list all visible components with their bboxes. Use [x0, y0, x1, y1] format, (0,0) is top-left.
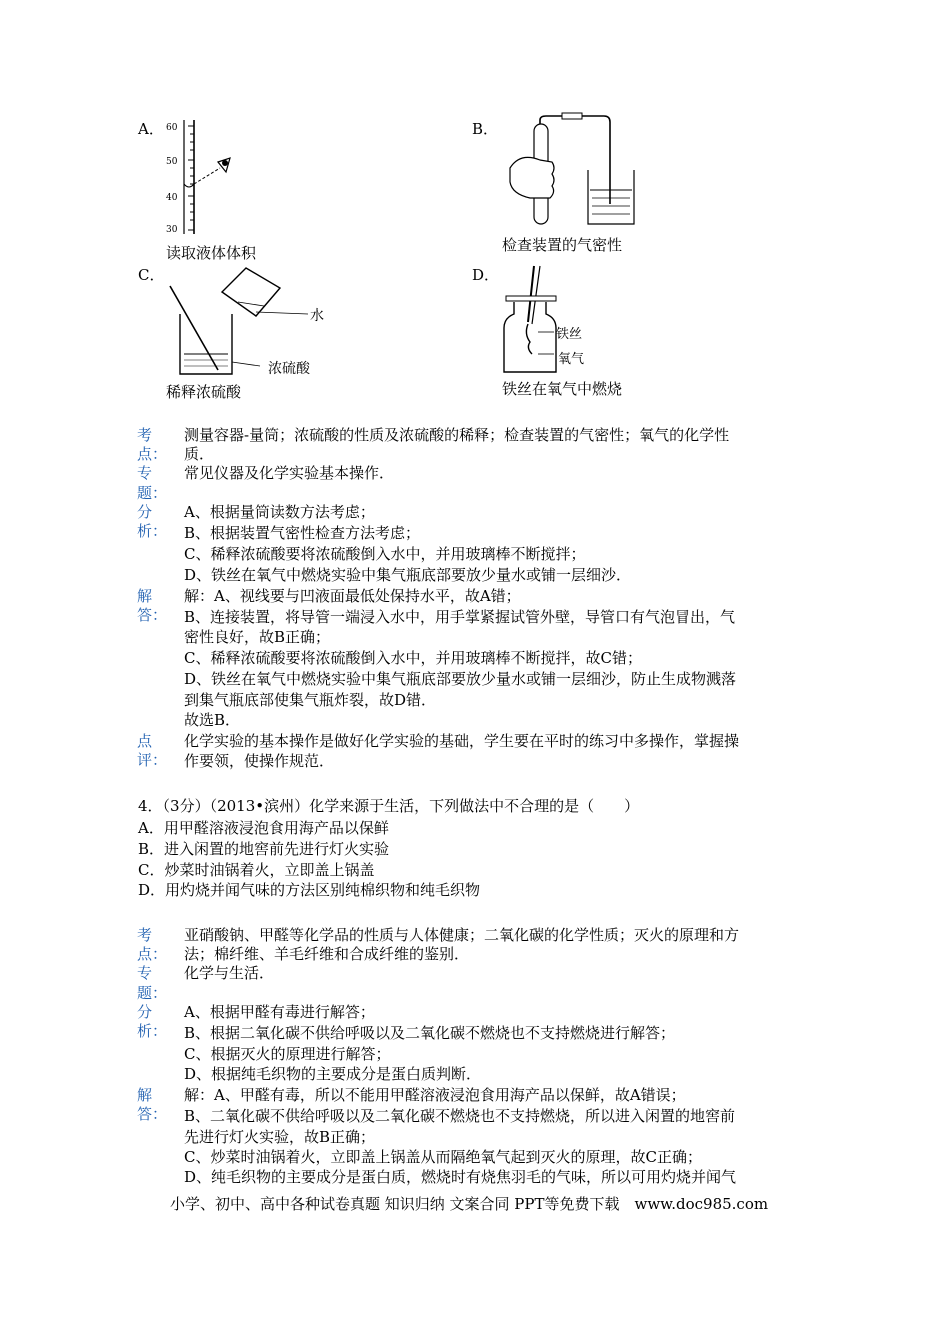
figure-b-caption: 检查装置的气密性: [502, 236, 623, 254]
q3-dianping-line: 化学实验的基本操作是做好化学实验的基础，学生要在平时的练习中多操作，掌握操: [184, 732, 740, 750]
tick-label-50: 50: [166, 157, 178, 167]
q4-jieda-line: 解：A、甲醛有毒，所以不能用甲醛溶液浸泡食用海产品以保鲜，故A错误；: [184, 1086, 686, 1104]
q4-zhuanti-tag-2: 题：: [137, 984, 168, 1002]
figure-c-letter: C．: [138, 266, 165, 284]
q4-jieda-tag-1: 解: [137, 1086, 153, 1104]
q4-option-a: A．用甲醛溶液浸泡食用海产品以保鲜: [138, 819, 389, 837]
page-footer: 小学、初中、高中各种试卷真题 知识归纳 文案合同 PPT等免费下载 www.doc985.com: [170, 1195, 769, 1213]
q3-jieda-line: 到集气瓶底部使集气瓶炸裂，故D错．: [184, 691, 437, 709]
figure-a-caption: 读取液体体积: [166, 244, 257, 262]
q3-jieda-tag-2: 答：: [137, 606, 168, 624]
tick-label-30: 30: [166, 225, 178, 235]
q4-kaodian-line: 亚硝酸钠、甲醛等化学品的性质与人体健康；二氧化碳的化学性质；灭火的原理和方: [184, 926, 740, 944]
q3-dianping-line: 作要领，使操作规范．: [184, 752, 335, 770]
q3-fenxi-tag-2: 析：: [137, 522, 168, 540]
q4-kaodian-tag-2: 点：: [137, 945, 168, 963]
q3-kaodian-line: 质．: [184, 445, 215, 463]
q3-zhuanti-line: 常见仪器及化学实验基本操作．: [184, 464, 395, 482]
q4-option-b: B．进入闲置的地窖前先进行灯火实验: [138, 840, 390, 858]
q4-zhuanti-line: 化学与生活．: [184, 964, 275, 982]
q3-kaodian-tag-2: 点：: [137, 445, 168, 463]
q3-jieda-line: C、稀释浓硫酸要将浓硫酸倒入水中，并用玻璃棒不断搅拌，故C错；: [184, 649, 642, 667]
q3-dianping-tag-2: 评：: [137, 751, 168, 769]
q4-fenxi-line: C、根据灭火的原理进行解答；: [184, 1045, 391, 1063]
q3-fenxi-tag-1: 分: [137, 503, 153, 521]
q3-jieda-line: 故选B．: [184, 711, 241, 729]
q4-jieda-tag-2: 答：: [137, 1105, 168, 1123]
figure-d-wire-label: 铁丝: [556, 327, 583, 342]
q3-fenxi-line: B、根据装置气密性检查方法考虑；: [184, 524, 421, 542]
figure-c-water-label: 水: [310, 308, 324, 324]
figure-d-oxygen-label: 氧气: [558, 352, 585, 367]
tick-label-40: 40: [166, 193, 178, 203]
q4-jieda-line: D、纯毛织物的主要成分是蛋白质，燃烧时有烧焦羽毛的气味，所以可用灼烧并闻气: [184, 1168, 737, 1186]
q4-option-d: D．用灼烧并闻气味的方法区别纯棉织物和纯毛织物: [138, 881, 481, 899]
q4-jieda-line: B、二氧化碳不供给呼吸以及二氧化碳不燃烧也不支持燃烧，所以进入闲置的地窖前: [184, 1107, 736, 1125]
q3-zhuanti-tag-2: 题：: [137, 484, 168, 502]
q3-kaodian-line: 测量容器-量筒；浓硫酸的性质及浓硫酸的稀释；检查装置的气密性；氧气的化学性: [184, 426, 730, 444]
figure-c-caption: 稀释浓硫酸: [166, 383, 242, 401]
q3-jieda-line: D、铁丝在氧气中燃烧实验中集气瓶底部要放少量水或铺一层细沙，防止生成物溅落: [184, 670, 737, 688]
q3-jieda-line: 解：A、视线要与凹液面最低处保持水平，故A错；: [184, 587, 521, 605]
q3-dianping-tag-1: 点: [137, 732, 153, 750]
figure-b-letter: B．: [472, 120, 499, 138]
q4-zhuanti-tag-1: 专: [137, 964, 153, 982]
q3-jieda-line: 密性良好，故B正确；: [184, 628, 331, 646]
q3-zhuanti-tag-1: 专: [137, 464, 153, 482]
q3-fenxi-line: C、稀释浓硫酸要将浓硫酸倒入水中，并用玻璃棒不断搅拌；: [184, 545, 586, 563]
figure-d-letter: D．: [472, 266, 500, 284]
q4-kaodian-tag-1: 考: [137, 926, 153, 944]
q4-option-c: C．炒菜时油锅着火，立即盖上锅盖: [138, 861, 375, 879]
q4-fenxi-line: B、根据二氧化碳不供给呼吸以及二氧化碳不燃烧也不支持燃烧进行解答；: [184, 1024, 676, 1042]
q4-stem: 4．（3分）（2013•滨州）化学来源于生活，下列做法中不合理的是（ ）: [138, 797, 640, 815]
figure-a-letter: A．: [138, 120, 164, 138]
q3-kaodian-tag-1: 考: [137, 426, 153, 444]
tick-label-60: 60: [166, 123, 178, 133]
figure-b-apparatus-drawing: [500, 112, 650, 234]
figure-c-acid-label: 浓硫酸: [268, 361, 310, 377]
q3-jieda-line: B、连接装置，将导管一端浸入水中，用手掌紧握试管外壁，导管口有气泡冒出，气: [184, 608, 736, 626]
q4-fenxi-tag-2: 析：: [137, 1022, 168, 1040]
figure-d-caption: 铁丝在氧气中燃烧: [502, 380, 623, 398]
q4-fenxi-tag-1: 分: [137, 1003, 153, 1021]
q4-kaodian-line: 法；棉纤维、羊毛纤维和合成纤维的鉴别．: [184, 945, 470, 963]
q3-fenxi-line: A、根据量筒读数方法考虑；: [184, 503, 375, 521]
q3-jieda-tag-1: 解: [137, 587, 153, 605]
figure-a-cylinder-drawing: [160, 118, 270, 240]
q4-jieda-line: 先进行灯火实验，故B正确；: [184, 1128, 376, 1146]
q4-fenxi-line: A、根据甲醛有毒进行解答；: [184, 1003, 375, 1021]
q4-jieda-line: C、炒菜时油锅着火，立即盖上锅盖从而隔绝氧气起到灭火的原理，故C正确；: [184, 1148, 702, 1166]
q3-fenxi-line: D、铁丝在氧气中燃烧实验中集气瓶底部要放少量水或铺一层细沙．: [184, 566, 632, 584]
q4-fenxi-line: D、根据纯毛织物的主要成分是蛋白质判断．: [184, 1065, 482, 1083]
